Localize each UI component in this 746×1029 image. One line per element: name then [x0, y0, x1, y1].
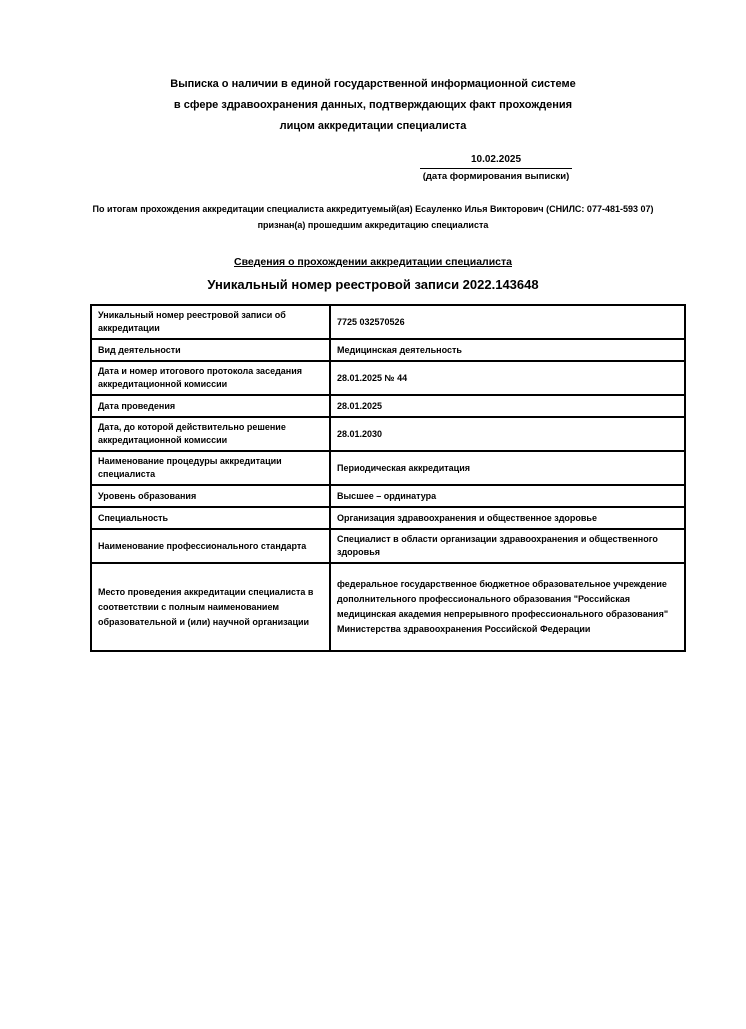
table-row: [91, 529, 685, 563]
table-row: [91, 507, 685, 529]
table-row: [91, 451, 685, 485]
field-label: Специальность: [91, 507, 330, 529]
field-label: Дата проведения: [91, 395, 330, 417]
field-label: Наименование профессионального стандарта: [91, 529, 330, 563]
field-value: Специалист в области организации здравоохранения и общественного здоровья: [330, 529, 685, 563]
section-heading: Сведения о прохождении аккредитации специалиста: [234, 256, 512, 268]
field-value: Организация здравоохранения и общественное здоровье: [330, 507, 685, 529]
field-value: федеральное государственное бюджетное образовательное учреждение дополнительного профессионального образования "Российская медицинская академия непрерывного профессионального образования" Министерства здравоохранения Российской Федерации: [330, 563, 685, 651]
field-label: Дата и номер итогового протокола заседания аккредитационной комиссии: [91, 361, 330, 395]
field-value: 7725 032570526: [330, 305, 685, 339]
field-label: Место проведения аккредитации специалиста в соответствии с полным наименованием образовательной и (или) научной организации: [91, 563, 330, 651]
table-row: [91, 417, 685, 451]
table-row: [91, 395, 685, 417]
document-title: Выписка о наличии в единой государственной информационной системе в сфере здравоохранения данных, подтверждающих факт прохождения лицом аккредитации специалиста: [170, 78, 576, 132]
issue-date-caption: (дата формирования выписки): [422, 171, 570, 182]
table-row: [91, 563, 685, 651]
table-row: [91, 339, 685, 361]
table-row: [91, 305, 685, 339]
table-row: [91, 361, 685, 395]
field-value: 28.01.2030: [330, 417, 685, 451]
field-label: Вид деятельности: [91, 339, 330, 361]
field-label: Наименование процедуры аккредитации специалиста: [91, 451, 330, 485]
issue-date-block: [420, 153, 572, 183]
accreditation-details-table: [90, 304, 686, 652]
registry-number-heading: Уникальный номер реестровой записи 2022.143648: [207, 277, 539, 292]
field-label: Уникальный номер реестровой записи об аккредитации: [91, 305, 330, 339]
field-value: Высшее – ординатура: [330, 485, 685, 507]
field-value: Медицинская деятельность: [330, 339, 685, 361]
field-value: 28.01.2025: [330, 395, 685, 417]
accreditation-statement: По итогам прохождения аккредитации специалиста аккредитуемый(ая) Есауленко Илья Викторович (СНИЛС: 077-481-593 07) признан(а) прошедшим аккредитацию специалиста: [92, 204, 654, 230]
field-label: Дата, до которой действительно решение аккредитационной комиссии: [91, 417, 330, 451]
field-label: Уровень образования: [91, 485, 330, 507]
field-value: 28.01.2025 № 44: [330, 361, 685, 395]
issue-date: 10.02.2025: [420, 153, 572, 169]
table-row: [91, 485, 685, 507]
field-value: Периодическая аккредитация: [330, 451, 685, 485]
